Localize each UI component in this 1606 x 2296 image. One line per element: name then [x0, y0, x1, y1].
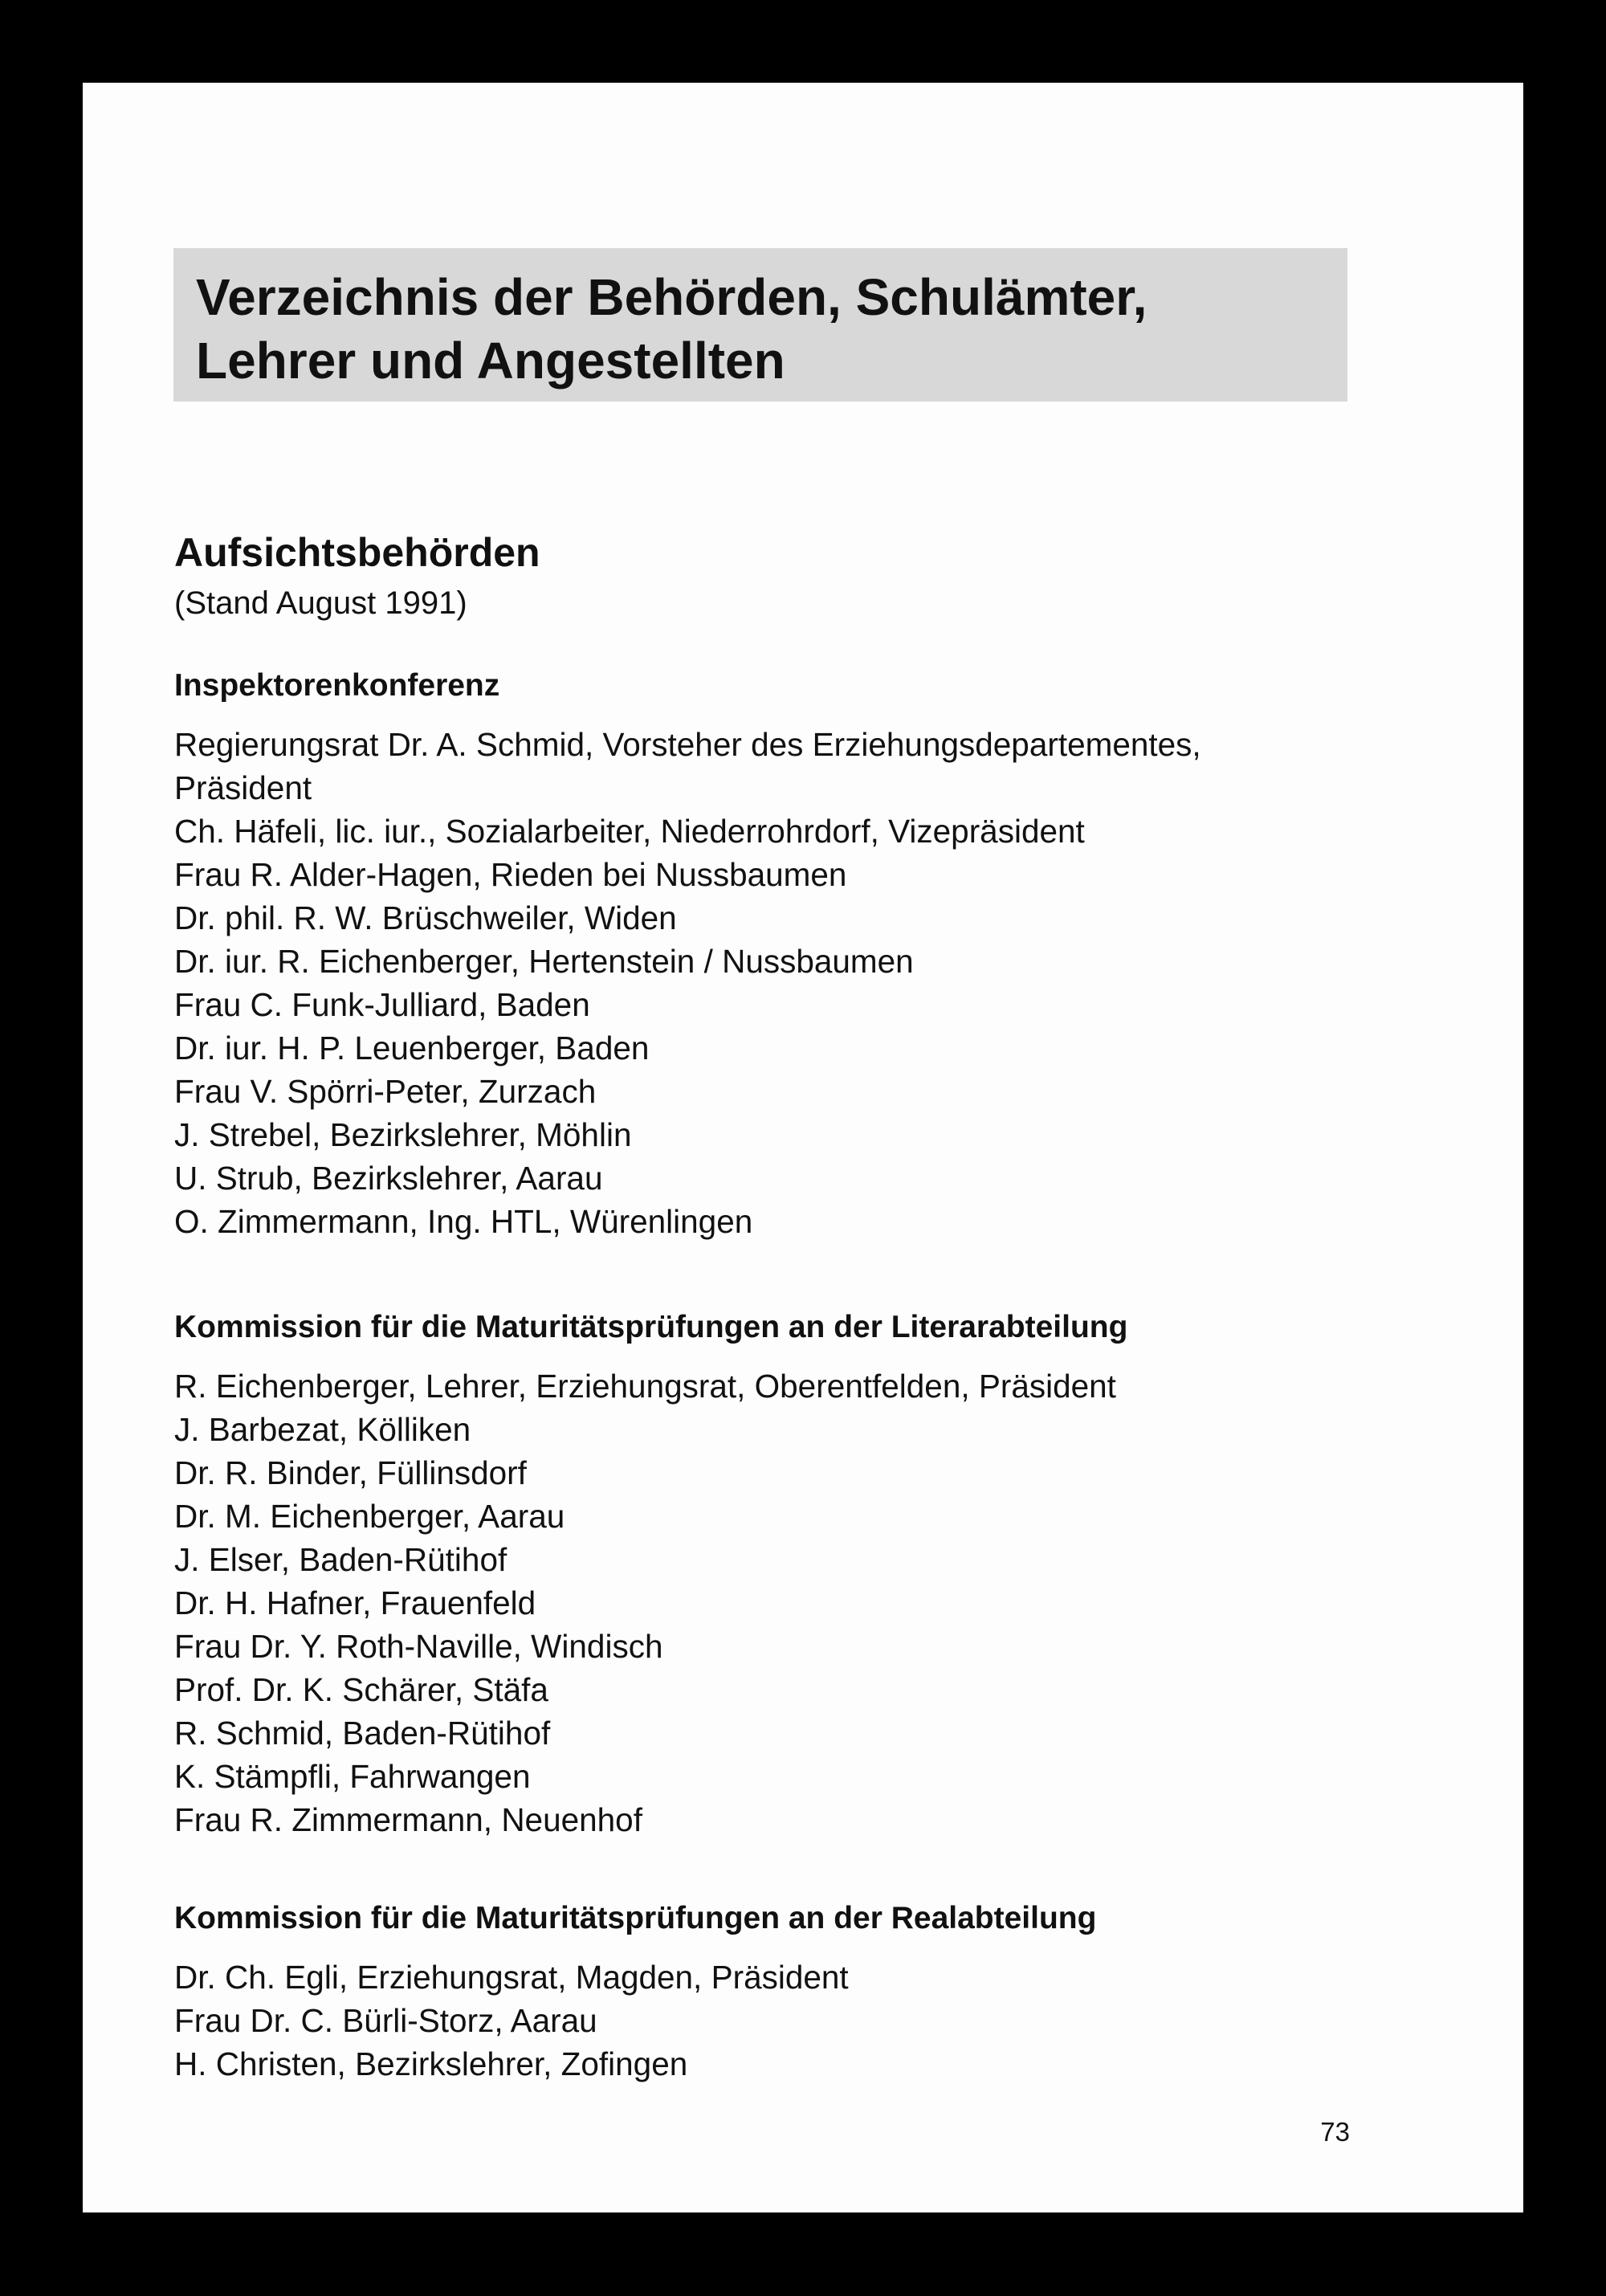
list-item: Prof. Dr. K. Schärer, Stäfa [174, 1671, 548, 1708]
list-item: O. Zimmermann, Ing. HTL, Würenlingen [174, 1203, 753, 1240]
list-item: Ch. Häfeli, lic. iur., Sozialarbeiter, Niederrohrdorf, Vizepräsident [174, 813, 1085, 850]
page-title-line-1: Verzeichnis der Behörden, Schulämter, [196, 268, 1147, 326]
list-item: J. Strebel, Bezirkslehrer, Möhlin [174, 1116, 632, 1153]
group-inspektorenkonferenz [174, 667, 1201, 1243]
list-item: R. Schmid, Baden-Rütihof [174, 1715, 551, 1752]
list-item: Dr. iur. H. P. Leuenberger, Baden [174, 1030, 650, 1066]
list-item: Präsident [174, 769, 312, 806]
list-item: Frau V. Spörri-Peter, Zurzach [174, 1073, 597, 1110]
page-number: 73 [1320, 2117, 1350, 2147]
list-item: R. Eichenberger, Lehrer, Erziehungsrat, Oberentfelden, Präsident [174, 1368, 1116, 1405]
document-page [83, 83, 1523, 2212]
section-header [174, 528, 540, 625]
list-item: Frau R. Alder-Hagen, Rieden bei Nussbaumen [174, 856, 847, 893]
list-item: Dr. phil. R. W. Brüschweiler, Widen [174, 899, 677, 936]
page-title-line-2: Lehrer und Angestellten [196, 332, 785, 389]
group-realabteilung [174, 1899, 1096, 2086]
list-item: Frau Dr. C. Bürli-Storz, Aarau [174, 2002, 597, 2039]
stand-date: (Stand August 1991) [174, 585, 467, 621]
group-heading: Kommission für die Maturitätsprüfungen an der Literarabteilung [174, 1310, 1128, 1344]
list-item: Dr. Ch. Egli, Erziehungsrat, Magden, Präsident [174, 1959, 849, 1996]
list-item: Frau C. Funk-Julliard, Baden [174, 986, 590, 1023]
list-item: Dr. iur. R. Eichenberger, Hertenstein / Nussbaumen [174, 943, 914, 980]
list-item: J. Barbezat, Kölliken [174, 1411, 471, 1448]
section-heading: Aufsichtsbehörden [174, 530, 540, 575]
list-item: Dr. R. Binder, Füllinsdorf [174, 1454, 527, 1491]
group-literarabteilung [174, 1308, 1127, 1841]
list-item: Frau Dr. Y. Roth-Naville, Windisch [174, 1628, 663, 1665]
list-item: K. Stämpfli, Fahrwangen [174, 1758, 531, 1795]
list-item: H. Christen, Bezirkslehrer, Zofingen [174, 2045, 688, 2082]
list-item: J. Elser, Baden-Rütihof [174, 1541, 507, 1578]
list-item: Dr. M. Eichenberger, Aarau [174, 1498, 565, 1535]
list-item: Dr. H. Hafner, Frauenfeld [174, 1584, 536, 1621]
title-band [173, 248, 1347, 402]
list-item: Regierungsrat Dr. A. Schmid, Vorsteher des Erziehungsdepartementes, [174, 726, 1201, 763]
group-heading: Inspektorenkonferenz [174, 668, 500, 703]
list-item: U. Strub, Bezirkslehrer, Aarau [174, 1160, 603, 1197]
list-item: Frau R. Zimmermann, Neuenhof [174, 1801, 642, 1838]
group-heading: Kommission für die Maturitätsprüfungen an der Realabteilung [174, 1901, 1097, 1935]
